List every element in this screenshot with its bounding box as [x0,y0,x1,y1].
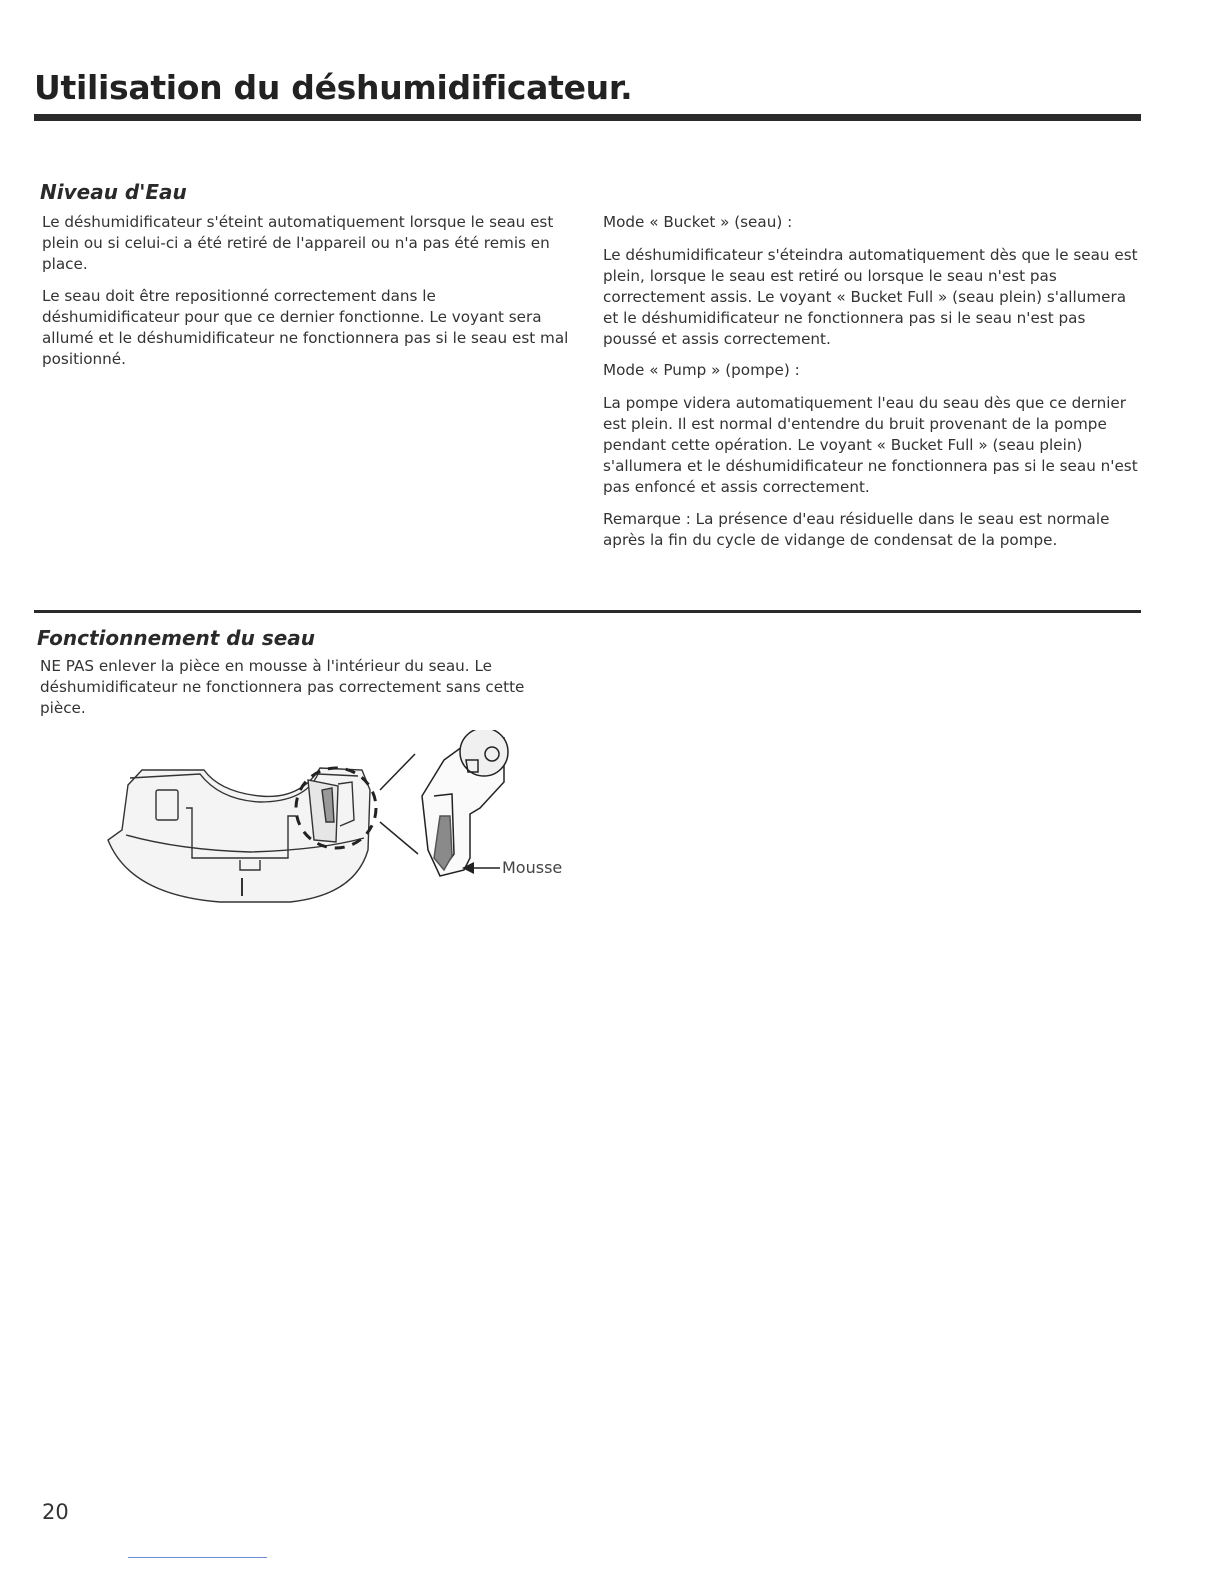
water-level-paragraph-1: Le déshumidificateur s'éteint automatiquement lorsque le seau est plein ou si celui-ci a été retiré de l'appareil ou n'a pas été remis en place. [42,213,554,273]
residual-water-note: Remarque : La présence d'eau résiduelle dans le seau est normale après la fin du cycle de vidange de condensat de la pompe. [603,510,1110,549]
water-level-paragraph-2: Le seau doit être repositionné correctement dans le déshumidificateur pour que ce dernier fonctionne. Le voyant sera allumé et le déshumidificateur ne fonctionnera pas si le seau est mal positionné. [42,287,569,368]
water-level-heading: Niveau d'Eau [40,180,187,204]
pump-mode-label: Mode « Pump » (pompe) : [603,361,800,379]
foam-detail-illustration [422,730,508,876]
bucket-operation-heading: Fonctionnement du seau [37,626,316,650]
footer-line [128,1557,267,1558]
bucket-mode-label: Mode « Bucket » (seau) : [603,213,793,231]
pump-mode-text: La pompe videra automatiquement l'eau du seau dès que ce dernier est plein. Il est normal d'entendre du bruit provenant de la pompe pendant cette opération. Le voyant « Bucket Full » (seau plein) s'allumera et le déshumidificateur ne fonctionnera pas si le seau n'est pas enfoncé et assis correctement. [603,394,1138,496]
foam-callout-label: Mousse [502,858,563,877]
title-rule [34,114,1141,121]
bucket-mode-text: Le déshumidificateur s'éteindra automatiquement dès que le seau est plein, lorsque le seau est retiré ou lorsque le seau n'est pas correctement assis. Le voyant « Bucket Full » (seau plein) s'allumera et le déshumidificateur ne fonctionnera pas si le seau n'est pas poussé et assis correctement. [603,246,1138,348]
page-title: Utilisation du déshumidificateur. [34,68,633,107]
bucket-operation-text: NE PAS enlever la pièce en mousse à l'intérieur du seau. Le déshumidificateur ne fonctionnera pas correctement sans cette pièce. [40,657,525,717]
page-number: 20 [42,1500,69,1524]
section-divider [34,610,1141,613]
bucket-illustration [100,730,580,910]
